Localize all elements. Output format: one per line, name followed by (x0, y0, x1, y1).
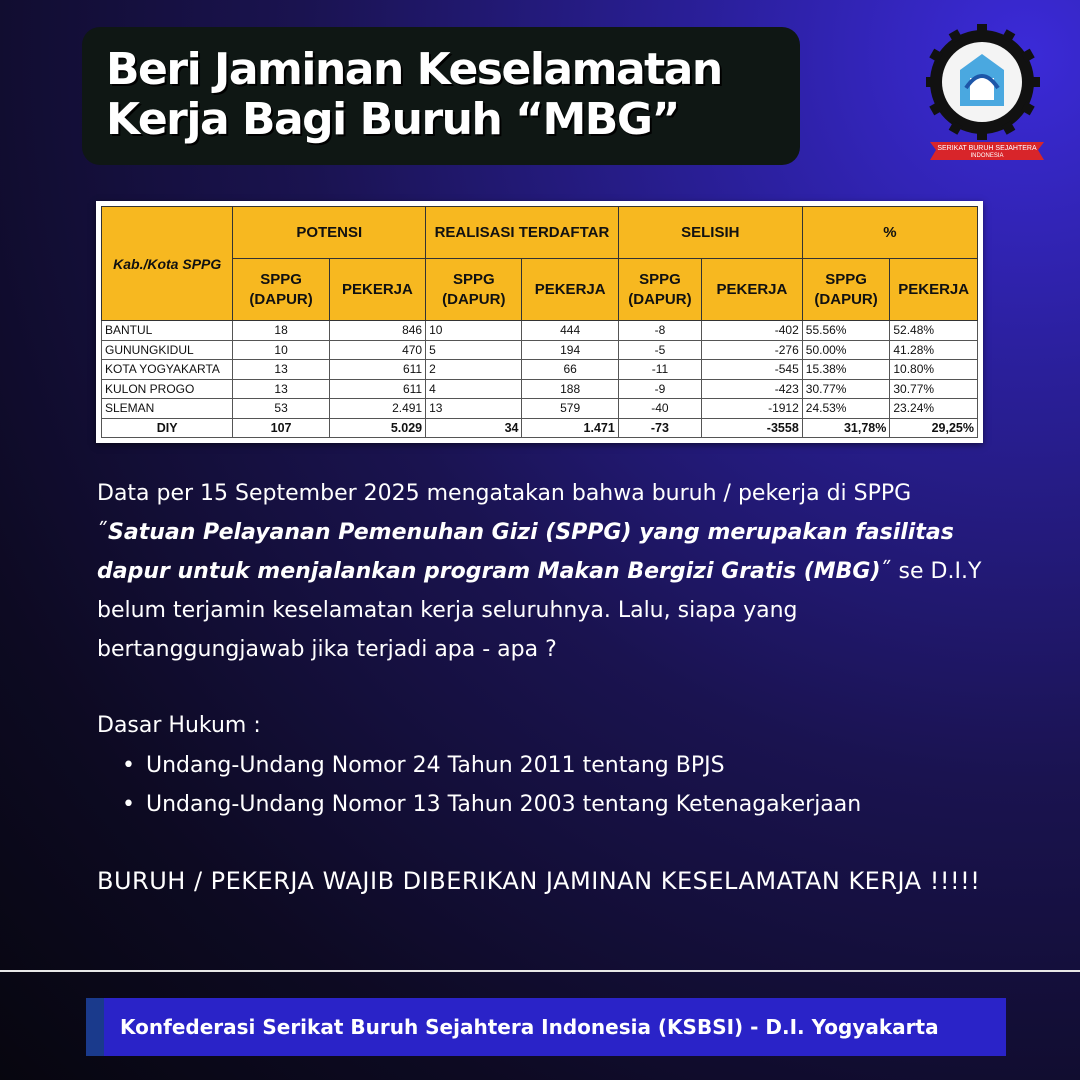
sppg-table (96, 201, 983, 443)
cell-pot-sppg: 107 (233, 418, 329, 438)
cell-pct-pekerja: 23.24% (890, 399, 978, 419)
ksbsi-logo-icon (926, 24, 1048, 166)
cell-pct-sppg: 15.38% (802, 360, 890, 380)
cell-real-sppg: 5 (426, 340, 522, 360)
cell-real-pekerja: 444 (522, 321, 618, 341)
intro-end: ˝ se D.I.Y belum terjamin keselamatan kerja seluruhnya. Lalu, siapa yang bertanggungjawab jika terjadi apa - apa ? (97, 559, 982, 662)
legal-heading: Dasar Hukum : (97, 713, 261, 738)
cell-real-pekerja: 194 (522, 340, 618, 360)
cell-name: SLEMAN (102, 399, 233, 419)
cell-real-sppg: 2 (426, 360, 522, 380)
footer-text: Konfederasi Serikat Buruh Sejahtera Indonesia (KSBSI) - D.I. Yogyakarta (120, 1015, 939, 1039)
table-row (102, 340, 978, 360)
cell-name: DIY (102, 418, 233, 438)
table-row (102, 321, 978, 341)
cell-pct-pekerja: 41.28% (890, 340, 978, 360)
sub-sppg: SPPG (DAPUR) (802, 259, 890, 321)
intro-emphasis: Satuan Pelayanan Pemenuhan Gizi (SPPG) yang merupakan fasilitas dapur untuk menjalankan program Makan Bergizi Gratis (MBG) (97, 520, 954, 584)
cell-pot-sppg: 18 (233, 321, 329, 341)
cell-pct-pekerja: 10.80% (890, 360, 978, 380)
cell-sel-pekerja: -276 (702, 340, 803, 360)
table-row (102, 379, 978, 399)
cell-pct-sppg: 31,78% (802, 418, 890, 438)
cell-real-sppg: 34 (426, 418, 522, 438)
cell-sel-sppg: -9 (618, 379, 701, 399)
cell-real-pekerja: 1.471 (522, 418, 618, 438)
cell-pct-sppg: 24.53% (802, 399, 890, 419)
list-item: • Undang-Undang Nomor 13 Tahun 2003 tentang Ketenagakerjaan (122, 785, 861, 824)
group-selisih: SELISIH (618, 207, 802, 259)
callout-text: BURUH / PEKERJA WAJIB DIBERIKAN JAMINAN KESELAMATAN KERJA !!!!! (97, 867, 981, 895)
sub-sppg: SPPG (DAPUR) (618, 259, 701, 321)
cell-real-sppg: 4 (426, 379, 522, 399)
table-row (102, 360, 978, 380)
sub-pekerja: PEKERJA (890, 259, 978, 321)
logo-banner-line2: INDONESIA (970, 153, 1004, 159)
cell-real-pekerja: 188 (522, 379, 618, 399)
table-row (102, 399, 978, 419)
intro-paragraph (97, 474, 987, 669)
group-percent: % (802, 207, 977, 259)
cell-sel-pekerja: -423 (702, 379, 803, 399)
cell-pot-sppg: 13 (233, 360, 329, 380)
cell-pot-sppg: 10 (233, 340, 329, 360)
cell-name: BANTUL (102, 321, 233, 341)
cell-real-sppg: 10 (426, 321, 522, 341)
list-item: • Undang-Undang Nomor 24 Tahun 2011 tentang BPJS (122, 746, 861, 785)
cell-name: GUNUNGKIDUL (102, 340, 233, 360)
table-total-row (102, 418, 978, 438)
cell-sel-pekerja: -402 (702, 321, 803, 341)
title-line-2: Kerja Bagi Buruh “MBG” (106, 94, 679, 145)
cell-real-pekerja: 66 (522, 360, 618, 380)
cell-pot-pekerja: 846 (329, 321, 425, 341)
title-box (82, 27, 800, 165)
group-realisasi: REALISASI TERDAFTAR (426, 207, 619, 259)
cell-pot-pekerja: 611 (329, 379, 425, 399)
cell-pct-sppg: 30.77% (802, 379, 890, 399)
cell-pct-pekerja: 52.48% (890, 321, 978, 341)
cell-real-pekerja: 579 (522, 399, 618, 419)
cell-sel-pekerja: -3558 (702, 418, 803, 438)
cell-sel-pekerja: -1912 (702, 399, 803, 419)
cell-sel-sppg: -8 (618, 321, 701, 341)
intro-start: Data per 15 September 2025 mengatakan bahwa buruh / pekerja di SPPG ˝ (97, 481, 912, 545)
cell-sel-sppg: -73 (618, 418, 701, 438)
sub-pekerja: PEKERJA (522, 259, 618, 321)
cell-pot-pekerja: 470 (329, 340, 425, 360)
sub-pekerja: PEKERJA (702, 259, 803, 321)
cell-pot-pekerja: 2.491 (329, 399, 425, 419)
group-potensi: POTENSI (233, 207, 426, 259)
cell-pct-pekerja: 30.77% (890, 379, 978, 399)
cell-sel-sppg: -5 (618, 340, 701, 360)
cell-pot-pekerja: 611 (329, 360, 425, 380)
logo-banner-line1: SERIKAT BURUH SEJAHTERA (937, 145, 1037, 152)
divider (0, 970, 1080, 972)
sub-pekerja: PEKERJA (329, 259, 425, 321)
cell-real-sppg: 13 (426, 399, 522, 419)
sub-sppg: SPPG (DAPUR) (426, 259, 522, 321)
cell-name: KULON PROGO (102, 379, 233, 399)
row-header: Kab./Kota SPPG (102, 207, 233, 321)
cell-pot-sppg: 53 (233, 399, 329, 419)
cell-pct-pekerja: 29,25% (890, 418, 978, 438)
cell-pot-sppg: 13 (233, 379, 329, 399)
cell-sel-pekerja: -545 (702, 360, 803, 380)
cell-pct-sppg: 50.00% (802, 340, 890, 360)
cell-pct-sppg: 55.56% (802, 321, 890, 341)
cell-name: KOTA YOGYAKARTA (102, 360, 233, 380)
cell-sel-sppg: -40 (618, 399, 701, 419)
footer-banner (86, 998, 1006, 1056)
cell-pot-pekerja: 5.029 (329, 418, 425, 438)
legal-list (122, 746, 861, 824)
title-line-1: Beri Jaminan Keselamatan (106, 44, 722, 95)
cell-sel-sppg: -11 (618, 360, 701, 380)
sub-sppg: SPPG (DAPUR) (233, 259, 329, 321)
